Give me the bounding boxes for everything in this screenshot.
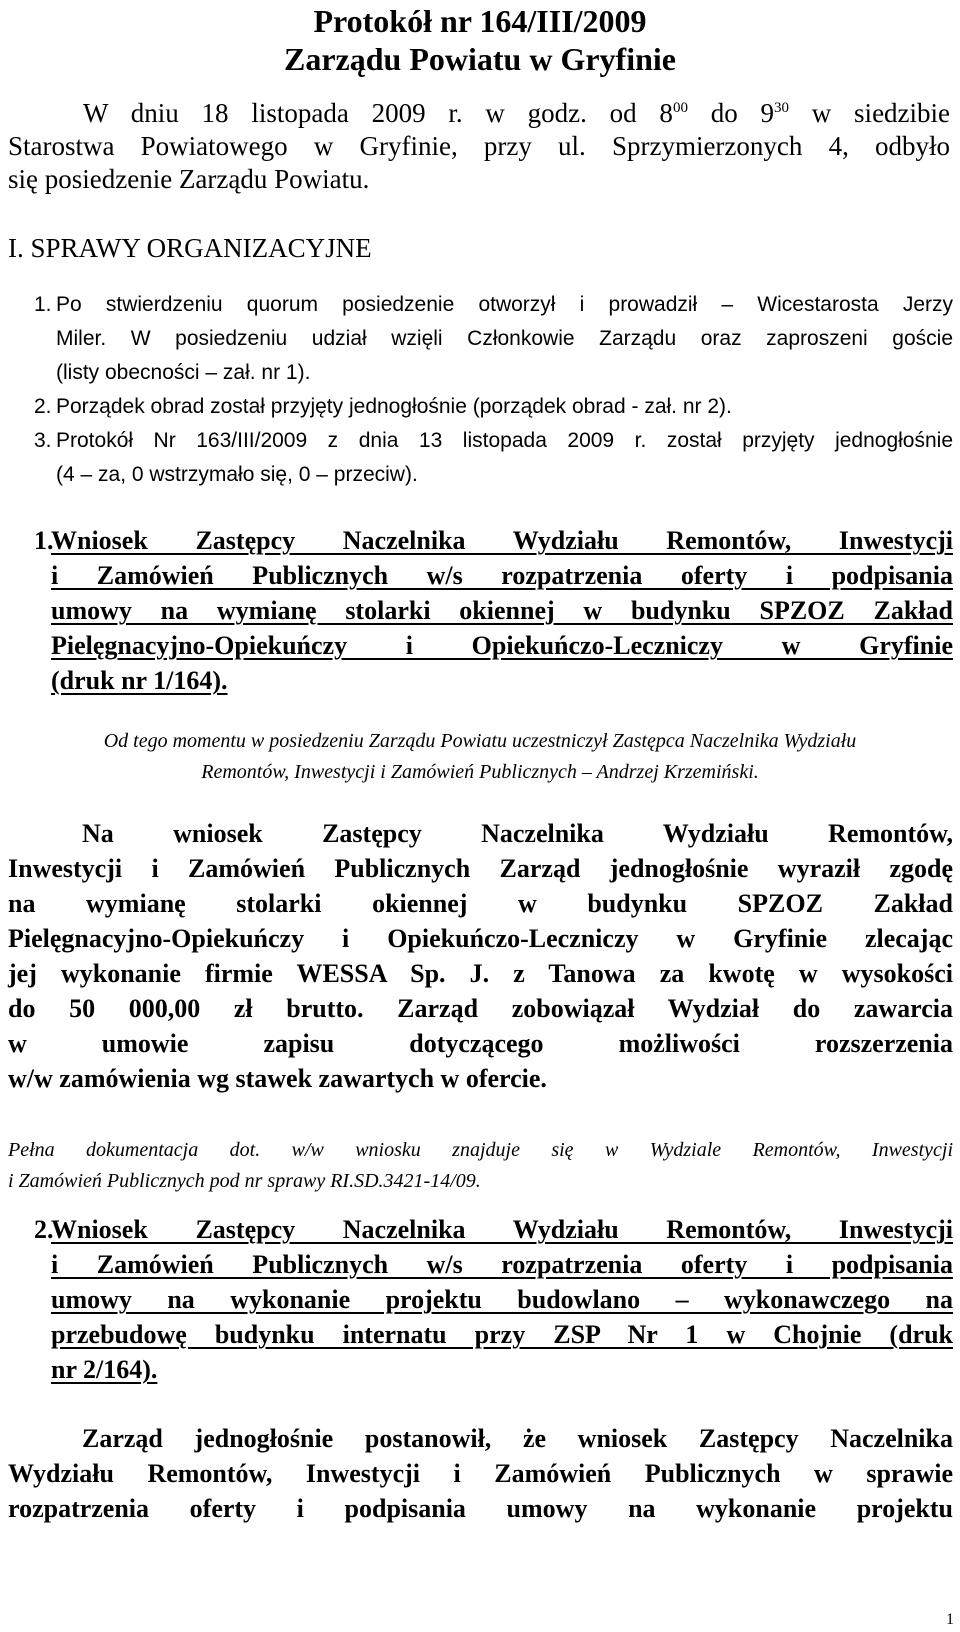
document-title: Protokół nr 164/III/2009	[313, 3, 647, 39]
motion-line: (druk nr 1/164).	[51, 666, 228, 695]
motion-heading	[8, 523, 953, 703]
motion-heading	[8, 1212, 953, 1392]
page-number: 1	[946, 1611, 954, 1628]
list-item-line: Po stwierdzeniu quorum posiedzenie otworzył i prowadził – Wicestarosta Jerzy	[56, 293, 953, 316]
intro-line: się posiedzenie Zarządu Powiatu.	[8, 164, 370, 194]
list-item-line: (listy obecności – zał. nr 1).	[56, 361, 311, 384]
decision-line: do 50 000,00 zł brutto. Zarząd zobowiązał Wydział do zawarcia	[8, 994, 953, 1023]
list-item-number: 1.	[34, 293, 52, 316]
motion-line: Wniosek Zastępcy Naczelnika Wydziału Remontów, Inwestycji	[51, 526, 953, 555]
documentation-note	[8, 1135, 953, 1197]
motion-line: i Zamówień Publicznych w/s rozpatrzenia oferty i podpisania	[51, 1250, 953, 1279]
decision-paragraph	[8, 1421, 953, 1526]
decision-line: rozpatrzenia oferty i podpisania umowy na wykonanie projektu	[8, 1494, 953, 1523]
motion-line: przebudowę budynku internatu przy ZSP Nr 1 w Chojnie (druk	[51, 1320, 953, 1349]
motion-number: 2.	[34, 1215, 54, 1244]
attendance-note-line: Od tego momentu w posiedzeniu Zarządu Powiatu uczestniczył Zastępca Naczelnika Wydziału	[103, 730, 857, 752]
decision-line: w umowie zapisu dotyczącego możliwości rozszerzenia	[8, 1029, 953, 1058]
documentation-note-line: Pełna dokumentacja dot. w/w wniosku znajduje się w Wydziale Remontów, Inwestycji	[8, 1139, 953, 1161]
decision-line: Wydziału Remontów, Inwestycji i Zamówień Publicznych w sprawie	[8, 1459, 953, 1488]
list-item-line: Miler. W posiedzeniu udział wzięli Członkowie Zarządu oraz zaproszeni goście	[56, 327, 953, 350]
list-item-number: 2.	[34, 395, 52, 418]
documentation-note-line: i Zamówień Publicznych pod nr sprawy RI.SD.3421-14/09.	[8, 1170, 481, 1192]
list-item	[8, 424, 953, 492]
intro-line: W dniu 18 listopada 2009 r. w godz. od $8^{00}$ do $9^{30}$ w siedzibie	[83, 98, 951, 128]
list-item-number: 3.	[34, 429, 52, 452]
motion-number: 1.	[34, 526, 54, 555]
decision-line: jej wykonanie firmie WESSA Sp. J. z Tanowa za kwotę w wysokości	[8, 959, 953, 988]
motion-line: nr 2/164).	[51, 1355, 158, 1384]
intro-line: Starostwa Powiatowego w Gryfinie, przy ul. Sprzymierzonych 4, odbyło	[8, 131, 950, 161]
list-item	[8, 390, 953, 424]
motion-line: Wniosek Zastępcy Naczelnika Wydziału Remontów, Inwestycji	[51, 1215, 953, 1244]
section-heading: I. SPRAWY ORGANIZACYJNE	[8, 233, 372, 263]
list-item	[8, 288, 953, 384]
list-item-line: (4 – za, 0 wstrzymało się, 0 – przeciw).	[56, 463, 418, 486]
decision-line: na wymianę stolarki okiennej w budynku SPZOZ Zakład	[8, 889, 953, 918]
intro-paragraph	[8, 92, 950, 196]
decision-line: w/w zamówienia wg stawek zawartych w ofercie.	[8, 1064, 547, 1093]
decision-line: Pielęgnacyjno-Opiekuńczy i Opiekuńczo-Leczniczy w Gryfinie zlecając	[8, 924, 953, 953]
decision-line: Inwestycji i Zamówień Publicznych Zarząd jednogłośnie wyraził zgodę	[8, 854, 953, 883]
motion-line: umowy na wykonanie projektu budowlano – wykonawczego na	[51, 1285, 953, 1314]
list-item-line: Protokół Nr 163/III/2009 z dnia 13 listopada 2009 r. został przyjęty jednogłośnie	[56, 429, 953, 452]
decision-line: Na wniosek Zastępcy Naczelnika Wydziału Remontów,	[82, 819, 953, 848]
decision-paragraph	[8, 816, 953, 1096]
motion-line: umowy na wymianę stolarki okiennej w budynku SPZOZ Zakład	[51, 596, 953, 625]
motion-line: Pielęgnacyjno-Opiekuńczy i Opiekuńczo-Leczniczy w Gryfinie	[51, 631, 953, 660]
attendance-note-line: Remontów, Inwestycji i Zamówień Publicznych – Andrzej Krzemiński.	[201, 761, 759, 783]
document-subtitle: Zarządu Powiatu w Gryfinie	[284, 41, 676, 77]
list-item-line: Porządek obrad został przyjęty jednogłośnie (porządek obrad - zał. nr 2).	[56, 395, 732, 418]
motion-line: i Zamówień Publicznych w/s rozpatrzenia oferty i podpisania	[51, 561, 953, 590]
decision-line: Zarząd jednogłośnie postanowił, że wniosek Zastępcy Naczelnika	[82, 1424, 953, 1453]
